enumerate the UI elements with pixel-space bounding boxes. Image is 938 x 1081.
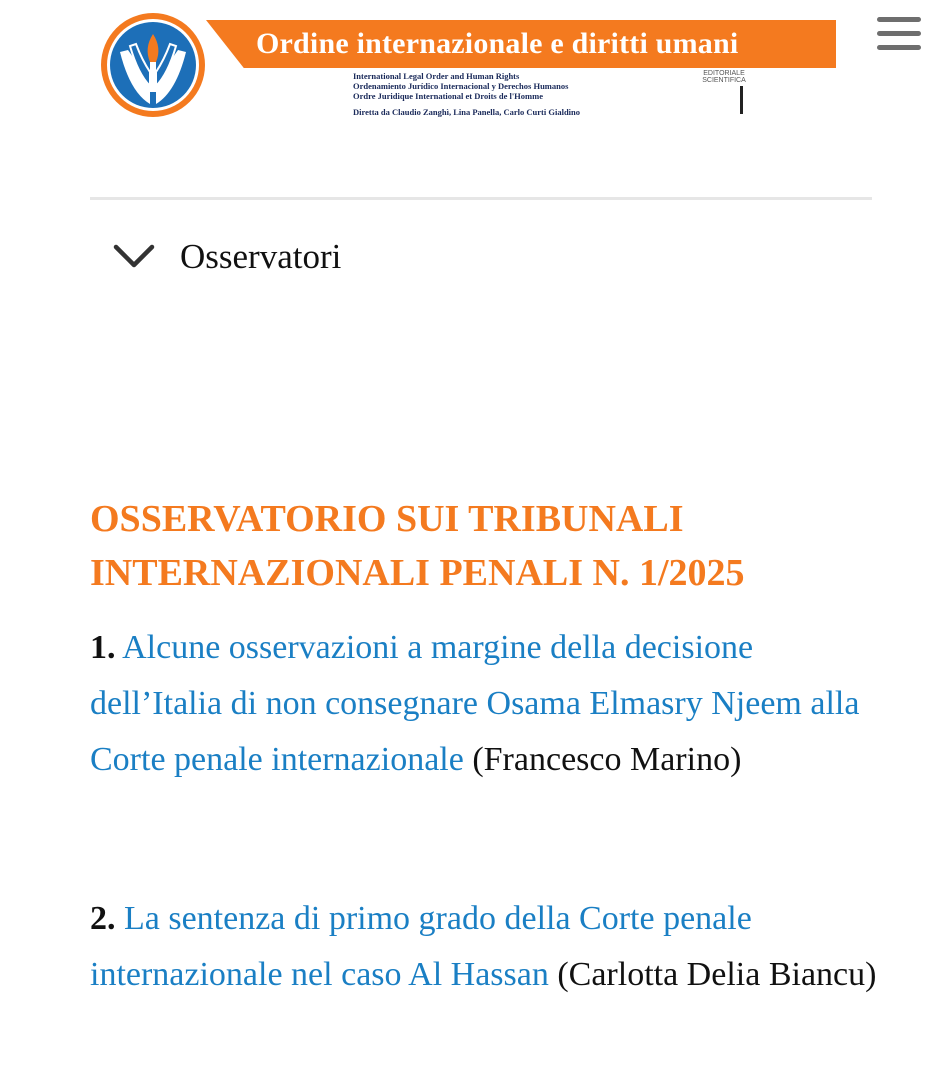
subtitle-french: Ordre Juridique International et Droits de l'Homme [353,91,543,101]
chevron-down-icon [112,242,156,270]
hamburger-menu-icon[interactable] [874,14,924,54]
banner-title: Ordine internazionale e diritti umani [256,27,739,60]
directed-by: Diretta da Claudio Zanghì, Lina Panella, Carlo Curti Gialdino [353,107,581,117]
article-link-2[interactable]: La sentenza di primo grado della Corte penale internazionale nel caso Al Hassan [90,900,752,993]
dropdown-label: Osservatori [180,237,342,276]
header-divider [90,197,872,200]
site-logo[interactable] [100,12,206,118]
publisher-line1: EDITORIALE [703,70,745,77]
article-item-1 [90,620,880,788]
subtitle-english: International Legal Order and Human Rights [353,71,520,81]
item-number: 1. [90,629,116,666]
logo-emblem-icon [100,12,206,118]
article-link-1[interactable]: Alcune osservazioni a margine della decisione dell’Italia di non consegnare Osama Elmasry Njeem alla Corte penale internazionale [90,629,860,778]
article-author-2: (Carlotta Delia Biancu) [557,956,877,993]
article-author-1: (Francesco Marino) [472,741,742,778]
subtitle-spanish: Ordenamiento Jurídico Internacional y Derechos Humanos [353,81,569,91]
item-number: 2. [90,900,116,937]
publisher-mark [740,86,743,114]
publisher-line2: SCIENTIFICA [702,77,746,84]
header-subtitles [353,71,703,117]
page-title: OSSERVATORIO SUI TRIBUNALI INTERNAZIONALI PENALI N. 1/2025 [90,498,745,594]
article-item-2 [90,891,880,1003]
publisher-logo [700,70,748,118]
osservatori-dropdown[interactable] [108,230,508,284]
